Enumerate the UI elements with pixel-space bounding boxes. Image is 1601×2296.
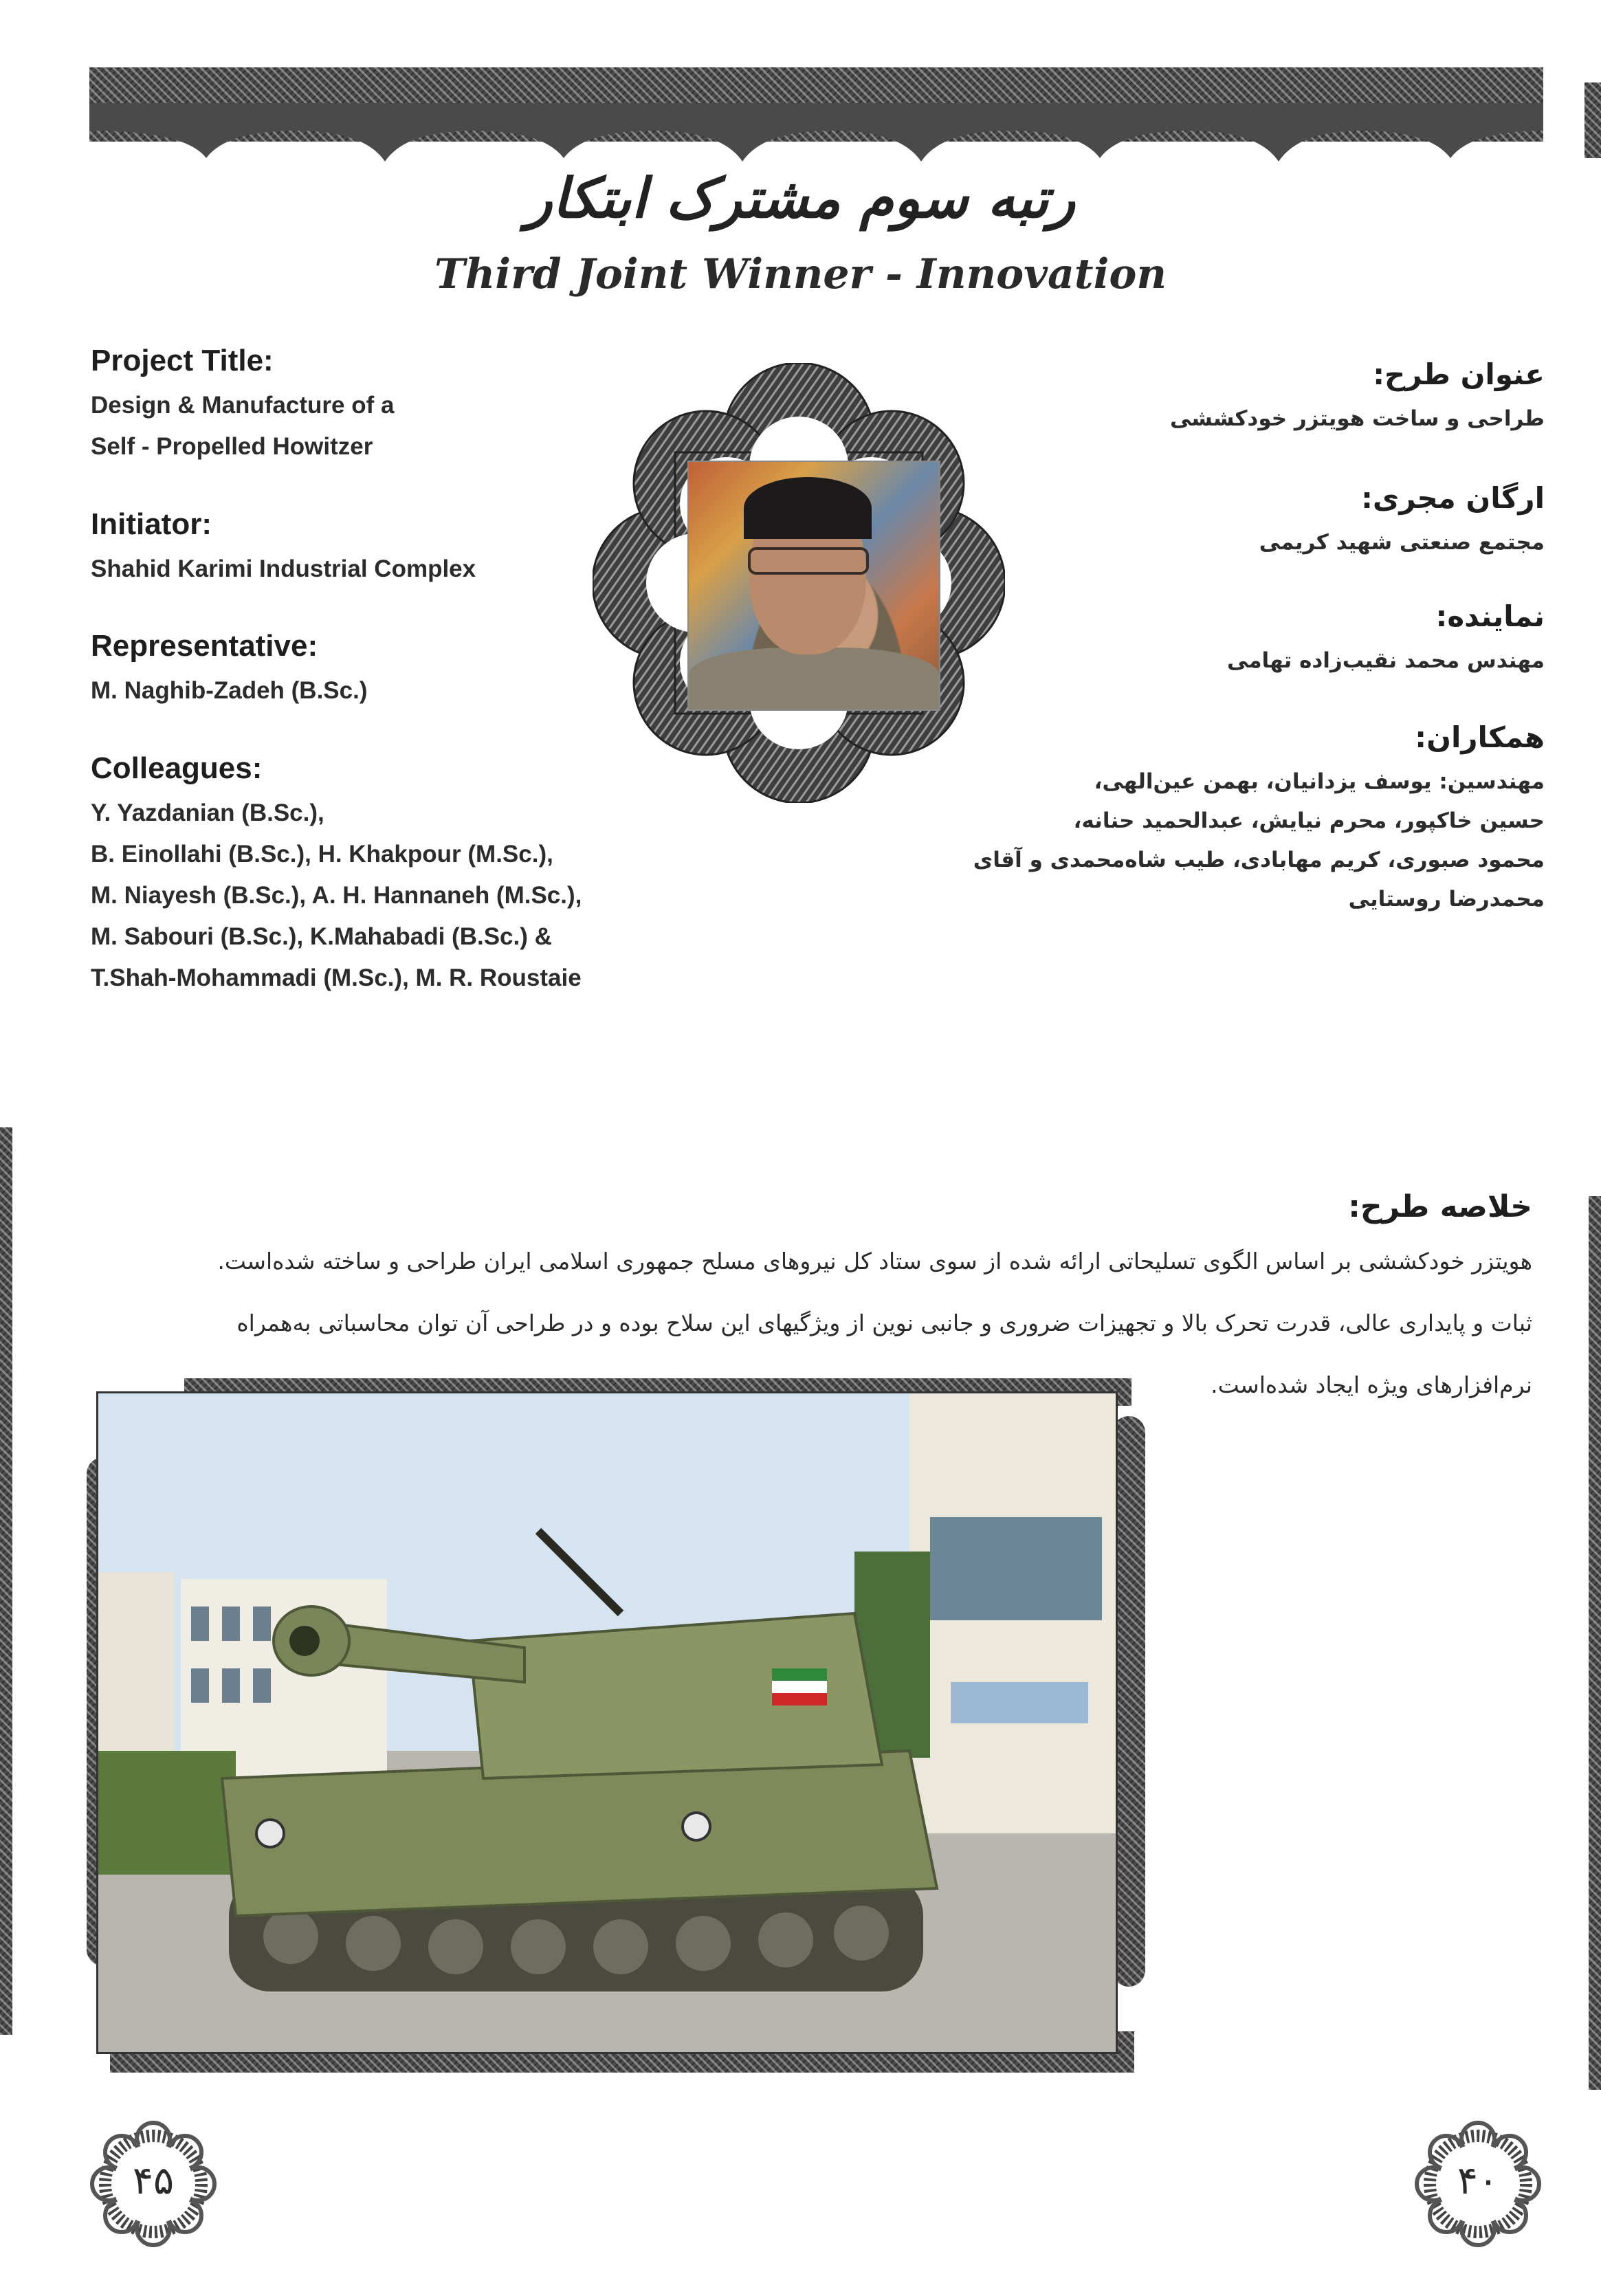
en-colleagues-line: M. Sabouri (B.Sc.), K.Mahabadi (B.Sc.) & (91, 923, 552, 950)
fa-project-title-section (1170, 357, 1545, 439)
howitzer-photo (96, 1391, 1118, 2054)
summary-heading: خلاصه طرح: (1348, 1189, 1532, 1224)
fa-colleagues-line: حسین خاکپور، محرم نیایش، عبدالحمید حنانه، (1073, 808, 1545, 833)
en-colleagues-line: Y. Yazdanian (B.Sc.), (91, 799, 324, 826)
en-project-title-section (91, 344, 394, 467)
page-number-badge-left (88, 2119, 219, 2249)
fa-initiator-line: مجتمع صنعتی شهید کریمی (1259, 530, 1545, 555)
en-colleagues-heading: Colleagues: (91, 751, 263, 785)
en-colleagues-line: M. Niayesh (B.Sc.), A. H. Hannaneh (M.Sc.), (91, 882, 582, 909)
en-initiator-heading: Initiator: (91, 507, 212, 541)
fa-project-title-heading: عنوان طرح: (1373, 357, 1545, 391)
en-project-title-line: Self - Propelled Howitzer (91, 433, 373, 460)
en-representative-heading: Representative: (91, 629, 318, 663)
en-project-title-line: Design & Manufacture of a (91, 392, 395, 419)
scan-edge-left (0, 1127, 12, 2035)
page-number-right: ۴۰ (1457, 2159, 1499, 2203)
fa-initiator-heading: ارگان مجری: (1361, 481, 1545, 515)
fa-project-title-line: طراحی و ساخت هویتزر خودکششی (1169, 406, 1545, 431)
fa-initiator-section (1259, 481, 1545, 562)
portrait-glasses (748, 547, 869, 575)
fa-representative-heading: نماینده: (1435, 599, 1545, 633)
summary-line: نرم‌افزارهای ویژه ایجاد شده‌است. (1211, 1371, 1532, 1398)
summary-line: هویتزر خودکششی بر اساس الگوی تسلیحاتی ارائه شده از سوی ستاد کل نیروهای مسلح جمهوری اسلامی ایران طراحی و ساخته شده‌است. (217, 1248, 1532, 1274)
page-number-left: ۴۵ (132, 2159, 175, 2203)
title-persian: رتبه سوم مشترک ابتکار (525, 166, 1076, 230)
fa-representative-line: مهندس محمد نقیب‌زاده تهامی (1226, 648, 1545, 673)
portrait-photo (687, 461, 940, 711)
en-colleagues-line: T.Shah-Mohammadi (M.Sc.), M. R. Roustaie (91, 964, 582, 991)
en-initiator-line: Shahid Karimi Industrial Complex (91, 555, 476, 582)
howitzer-illustration (98, 1393, 1116, 2052)
fa-colleagues-line: محمود صبوری، کریم مهابادی، طیب شاه‌محمدی و آقای (973, 848, 1545, 872)
fa-colleagues-section (973, 720, 1545, 919)
en-representative-section (91, 629, 368, 711)
fa-colleagues-heading: همکاران: (1415, 720, 1545, 754)
en-colleagues-section (91, 751, 582, 999)
scan-edge-right (1589, 1196, 1601, 2090)
portrait-suit (689, 648, 939, 711)
page-number-badge-right (1413, 2119, 1543, 2249)
scan-edge-right-top (1585, 82, 1601, 158)
en-colleagues-line: B. Einollahi (B.Sc.), H. Khakpour (M.Sc.), (91, 841, 553, 868)
portrait-hair (744, 477, 872, 539)
title-english: Third Joint Winner - Innovation (434, 250, 1167, 298)
summary-line: ثبات و پایداری عالی، قدرت تحرک بالا و تجهیزات ضروری و جانبی نوین از ویژگیهای این سلاح بوده و در طراحی آن توان محاسباتی به‌همراه (236, 1310, 1532, 1336)
fa-colleagues-line: مهندسین: یوسف یزدانیان، بهمن عین‌الهی، (1094, 769, 1545, 794)
fa-colleagues-line: محمدرضا روستایی (1348, 887, 1545, 912)
fa-representative-section (1227, 599, 1545, 681)
en-representative-line: M. Naghib-Zadeh (B.Sc.) (91, 677, 368, 704)
en-project-title-heading: Project Title: (91, 344, 274, 377)
en-initiator-section (91, 507, 476, 590)
top-scallop-border (89, 103, 1543, 172)
